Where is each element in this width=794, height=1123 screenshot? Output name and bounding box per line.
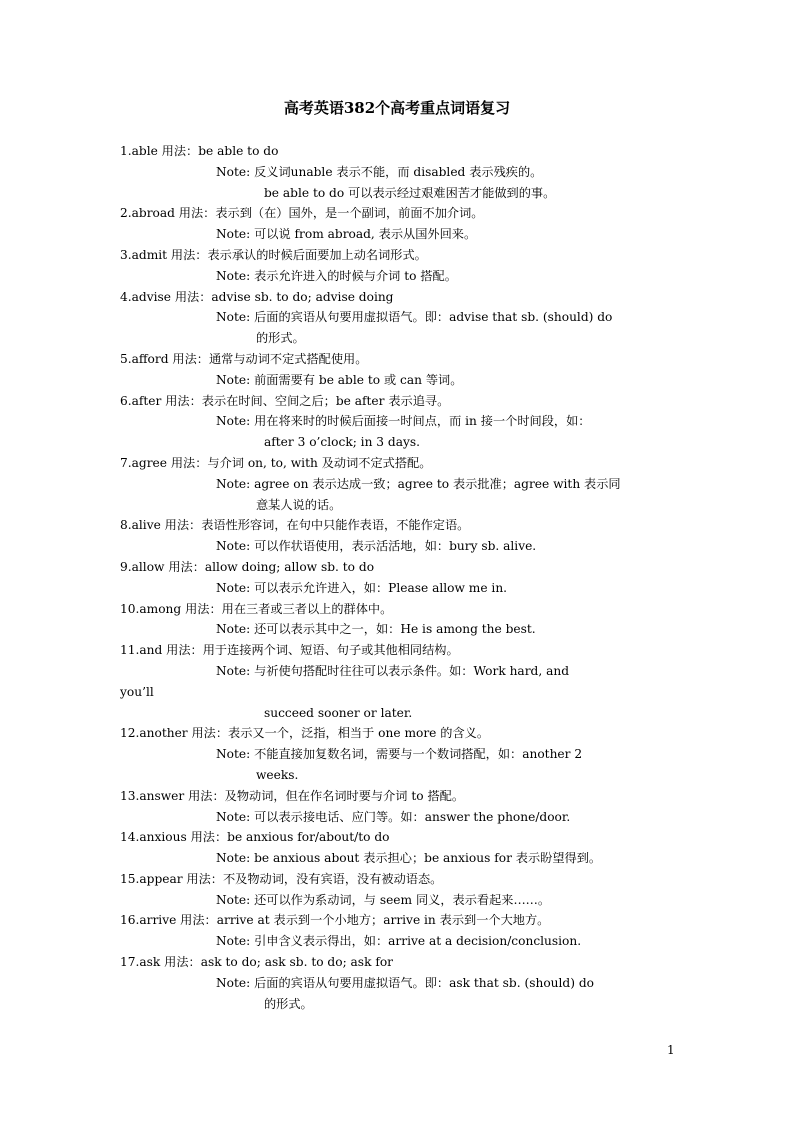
- entry-heading-line: 11.and 用法：用于连接两个词、短语、句子或其他相同结构。: [120, 643, 459, 658]
- page-title: 高考英语382个高考重点词语复习: [283, 99, 511, 117]
- note-line: Note: 反义词unable 表示不能，而 disabled 表示残疾的。: [216, 164, 543, 179]
- entry-heading-line: 9.allow 用法：allow doing; allow sb. to do: [120, 559, 375, 574]
- entry-heading-line: 15.appear 用法：不及物动词，没有宾语，没有被动语态。: [120, 871, 443, 886]
- entry-heading-line: 14.anxious 用法：be anxious for/about/to do: [120, 830, 390, 845]
- entry-heading-line: 17.ask 用法：ask to do; ask sb. to do; ask for: [120, 955, 393, 970]
- note-line: succeed sooner or later.: [264, 705, 413, 720]
- note-line: 的形式。: [264, 996, 313, 1011]
- entry-heading-line: 6.after 用法：表示在时间、空间之后；be after 表示追寻。: [120, 393, 450, 408]
- note-line: Note: 前面需要有 be able to 或 can 等词。: [216, 372, 463, 387]
- note-line: Note: agree on 表示达成一致；agree to 表示批准；agree with 表示同: [216, 476, 621, 491]
- entry-heading-line: 2.abroad 用法：表示到（在）国外，是一个副词，前面不加介词。: [120, 206, 484, 221]
- note-line: Note: 表示允许进入的时候与介词 to 搭配。: [216, 268, 457, 283]
- entry-heading-line: 3.admit 用法：表示承认的时候后面要加上动名词形式。: [120, 247, 427, 262]
- note-line: Note: 可以表示允许进入，如：Please allow me in.: [216, 580, 508, 595]
- entry-heading-line: 5.afford 用法：通常与动词不定式搭配使用。: [120, 351, 368, 366]
- note-line: Note: 还可以表示其中之一，如：He is among the best.: [216, 622, 536, 637]
- note-line: Note: 可以表示接电话、应门等。如：answer the phone/door.: [216, 809, 571, 824]
- note-line: after 3 o’clock; in 3 days.: [264, 435, 421, 450]
- note-line: Note: 可以作状语使用，表示活活地，如：bury sb. alive.: [216, 539, 537, 554]
- entry-heading-line: 10.among 用法：用在三者或三者以上的群体中。: [120, 601, 393, 616]
- entry-heading-line: you’ll: [120, 684, 154, 699]
- note-line: be able to do 可以表示经过艰难困苦才能做到的事。: [264, 185, 556, 200]
- note-line: Note: 用在将来时的时候后面接一时间点，而 in 接一个时间段，如：: [216, 414, 591, 429]
- note-line: Note: 不能直接加复数名词，需要与一个数词搭配，如：another 2: [216, 747, 583, 762]
- entry-heading-line: 7.agree 用法：与介词 on, to, with 及动词不定式搭配。: [120, 455, 432, 470]
- entry-heading-line: 12.another 用法：表示又一个，泛指，相当于 one more 的含义。: [120, 726, 490, 741]
- page-number: 1: [667, 1043, 675, 1057]
- note-line: Note: 后面的宾语从句要用虚拟语气。即：advise that sb. (should) do: [216, 310, 613, 325]
- note-line: 的形式。: [256, 331, 305, 346]
- entry-heading-line: 13.answer 用法：及物动词，但在作名词时要与介词 to 搭配。: [120, 788, 465, 803]
- entry-heading-line: 1.able 用法：be able to do: [120, 144, 279, 158]
- note-line: Note: 后面的宾语从句要用虚拟语气。即：ask that sb. (should) do: [216, 975, 594, 990]
- note-line: 意某人说的话。: [256, 497, 342, 512]
- entry-heading-line: 8.alive 用法：表语性形容词，在句中只能作表语，不能作定语。: [120, 518, 470, 533]
- note-line: Note: 引申含义表示得出，如：arrive at a decision/conclusion.: [216, 934, 582, 949]
- note-line: Note: 可以说 from abroad, 表示从国外回来。: [216, 227, 477, 242]
- entry-heading-line: 16.arrive 用法：arrive at 表示到一个小地方；arrive in 表示到一个大地方。: [120, 913, 550, 928]
- note-line: Note: 与祈使句搭配时往往可以表示条件。如：Work hard, and: [216, 663, 569, 678]
- note-line: weeks.: [256, 767, 299, 782]
- note-line: Note: 还可以作为系动词，与 seem 同义，表示看起来……。: [216, 892, 551, 907]
- document-body: [120, 141, 680, 1014]
- note-line: Note: be anxious about 表示担心；be anxious for 表示盼望得到。: [216, 851, 602, 866]
- entry-heading-line: 4.advise 用法：advise sb. to do; advise doing: [120, 289, 394, 304]
